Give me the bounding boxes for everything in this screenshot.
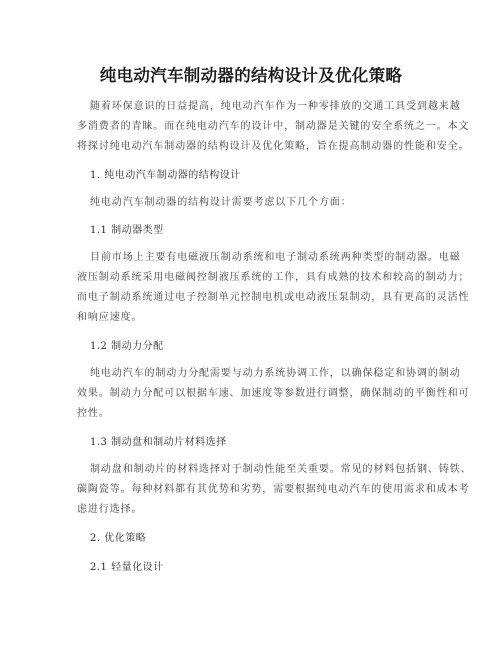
subsection-1-1-line-1: 目前市场上主要有电磁液压制动系统和电子制动系统两种类型的制动器。电磁	[90, 252, 461, 263]
section-1-text: 纯电动汽车制动器的结构设计需要考虑以下几个方面：	[90, 197, 352, 208]
subsection-1-3-heading: 1.3 制动盘和制动片材料选择	[90, 437, 227, 448]
subsection-1-2-line-1: 纯电动汽车的制动力分配需要与动力系统协调工作，以确保稳定和协调的制动	[90, 368, 461, 379]
subsection-2-1-heading: 2.1 轻量化设计	[90, 562, 164, 573]
subsection-1-3-line-2: 碳陶瓷等。每种材料都有其优势和劣势，需要根据纯电动汽车的使用需求和成本考	[77, 484, 470, 495]
intro-line-2: 多消费者的青睐。而在纯电动汽车的设计中，制动器是关键的安全系统之一。本文	[77, 121, 470, 132]
subsection-1-2-heading: 1.2 制动力分配	[90, 341, 164, 352]
intro-line-3: 将探讨纯电动汽车制动器的结构设计及优化策略，旨在提高制动器的性能和安全。	[77, 141, 470, 152]
section-2-heading: 2. 优化策略	[90, 533, 147, 544]
subsection-1-1-line-3: 而电子制动系统通过电子控制单元控制电机或电动液压泵制动，具有更高的灵活性	[77, 292, 470, 303]
subsection-1-1-line-4: 和响应速度。	[77, 312, 143, 323]
subsection-1-2-line-3: 控性。	[77, 408, 110, 419]
subsection-1-3-line-3: 虑进行选择。	[77, 504, 143, 515]
subsection-1-2-line-2: 效果。制动力分配可以根据车速、加速度等参数进行调整，确保制动的平衡性和可	[77, 388, 470, 399]
subsection-1-3-line-1: 制动盘和制动片的材料选择对于制动性能至关重要。常见的材料包括钢、铸铁、	[90, 464, 472, 475]
document-title: 纯电动汽车制动器的结构设计及优化策略	[99, 66, 403, 85]
subsection-1-1-line-2: 液压制动系统采用电磁阀控制液压系统的工作，具有成熟的技术和较高的制动力；	[77, 272, 470, 283]
intro-line-1: 随着环保意识的日益提高，纯电动汽车作为一种零排放的交通工具受到越来越	[90, 101, 461, 112]
subsection-1-1-heading: 1.1 制动器类型	[90, 225, 164, 236]
section-1-heading: 1. 纯电动汽车制动器的结构设计	[90, 170, 241, 181]
